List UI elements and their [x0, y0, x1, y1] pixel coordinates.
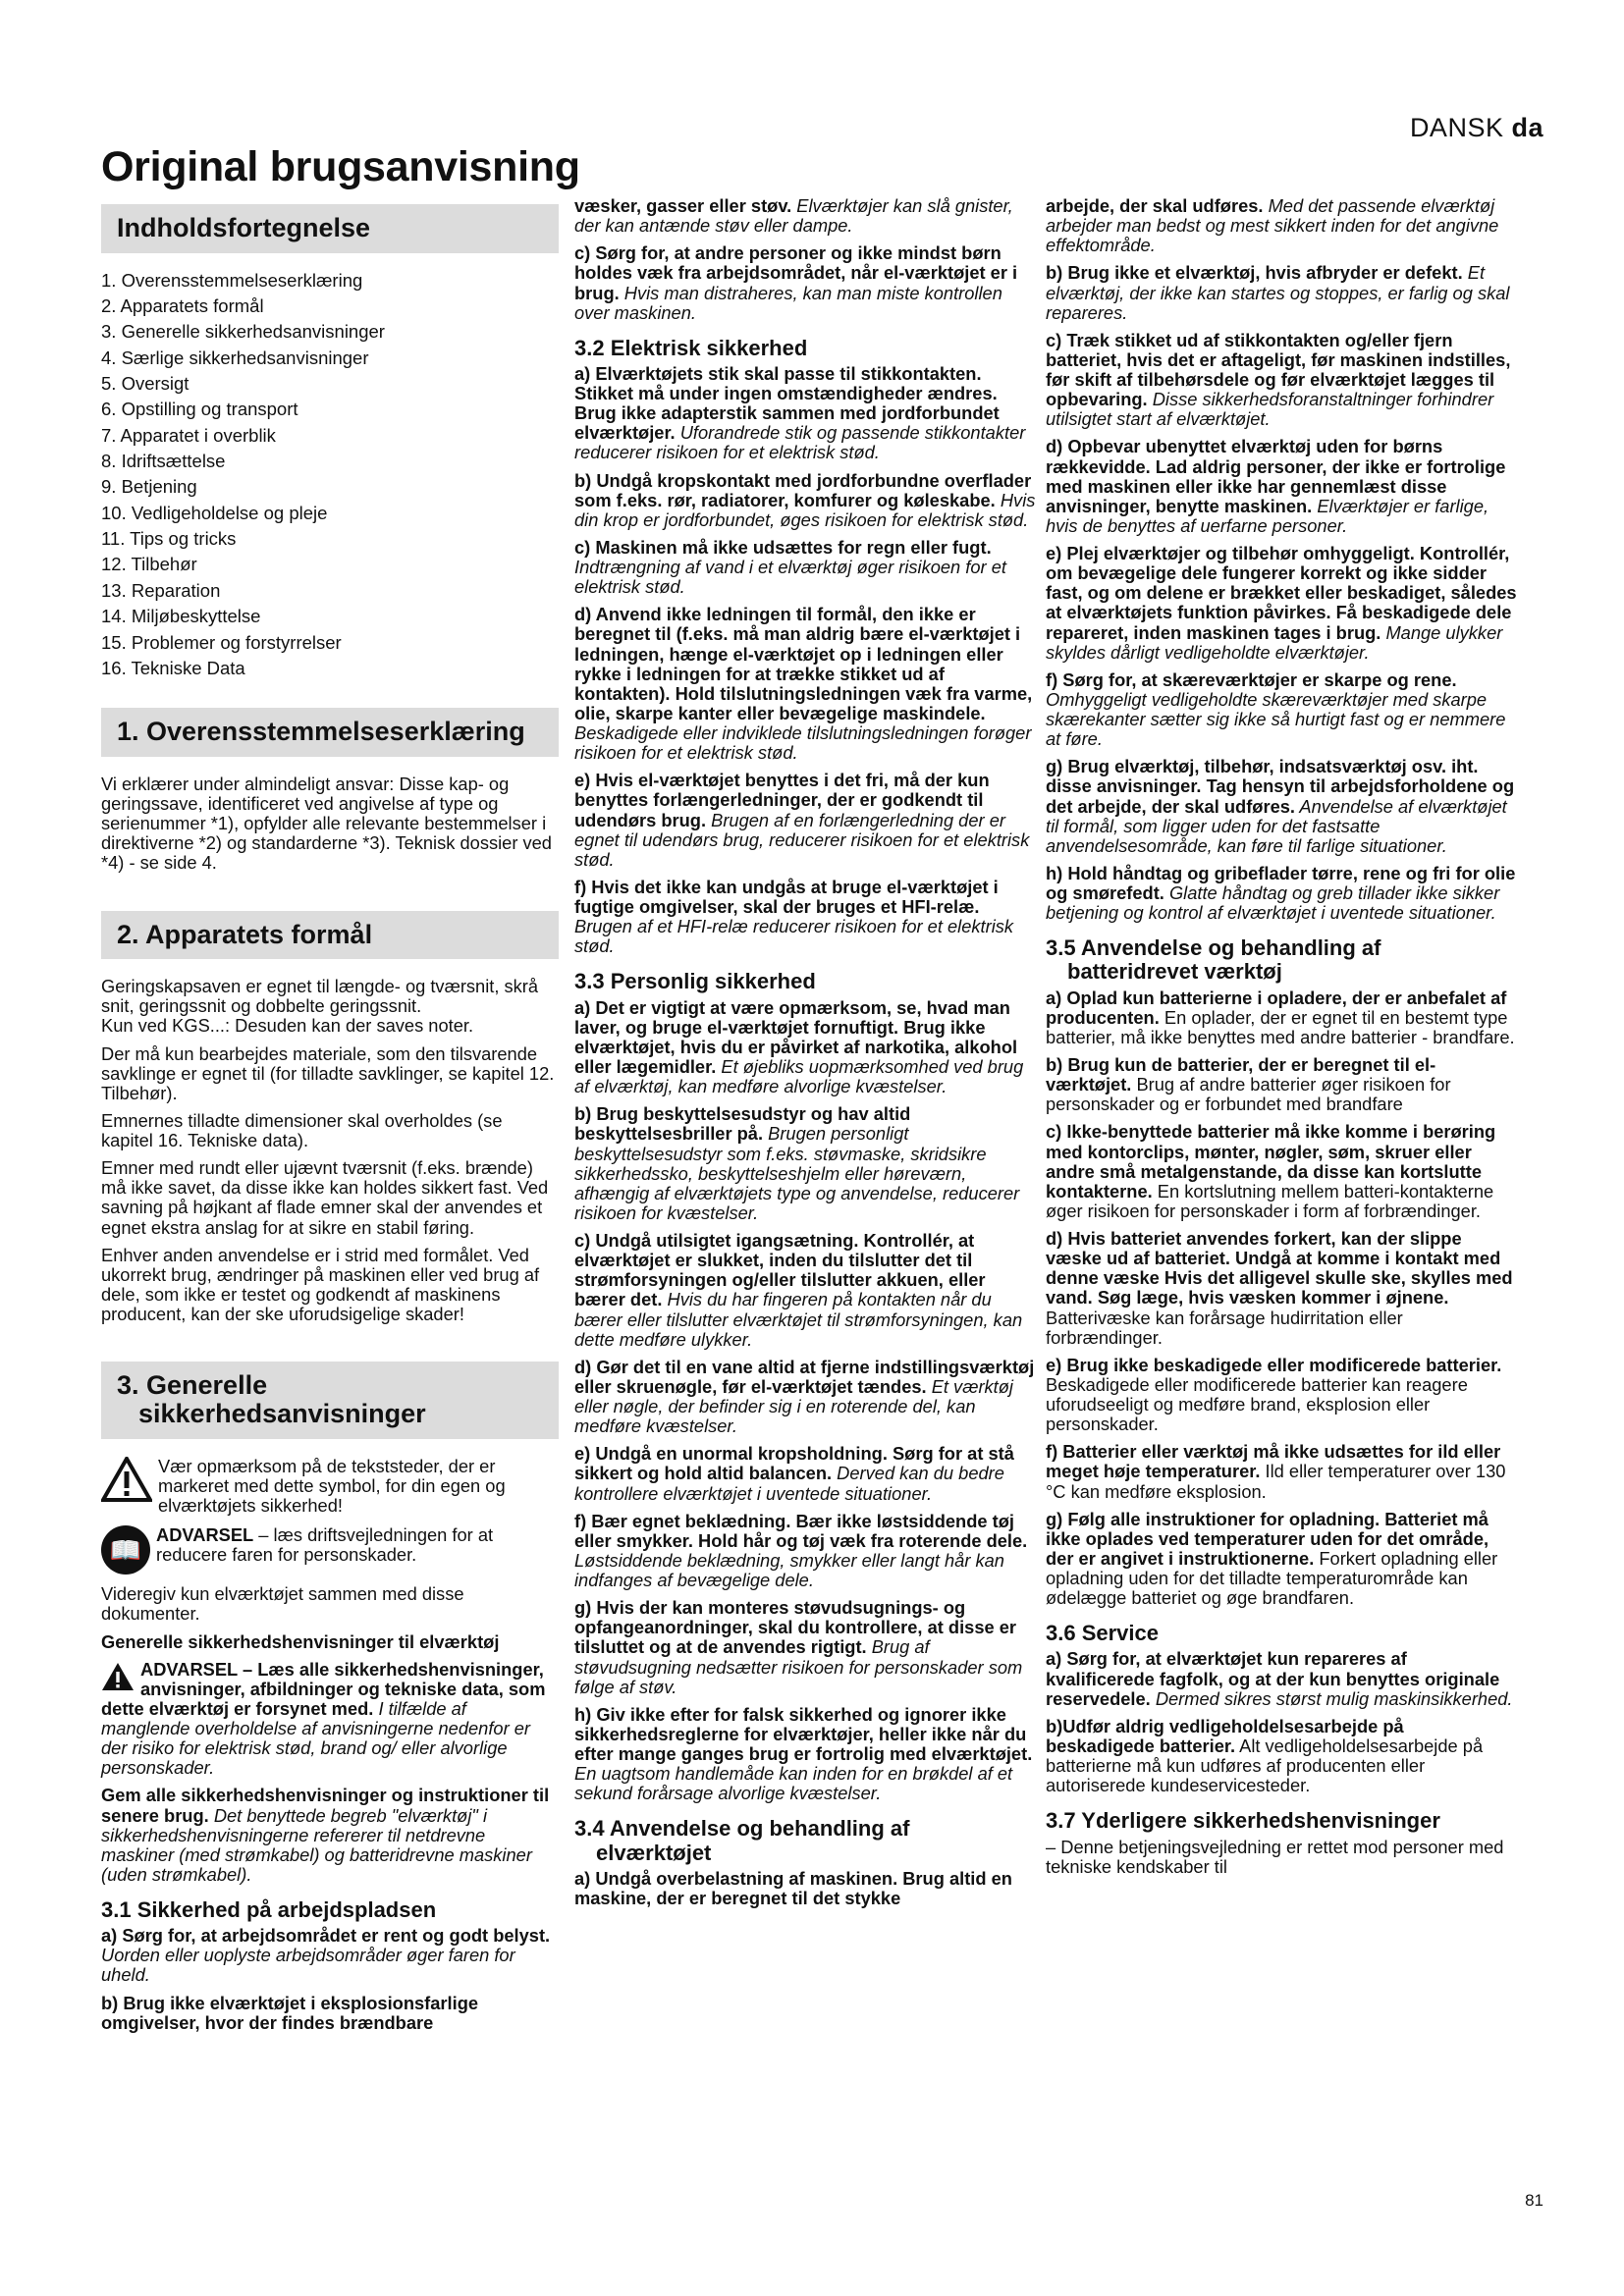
subsection-3-2-heading: 3.2 Elektrisk sikkerhed [574, 335, 808, 360]
toc-item: 16. Tekniske Data [101, 657, 245, 678]
read-manual-icon: 📖 [101, 1525, 150, 1575]
paragraph: b)Udfør aldrig vedligeholdelsesarbejde på beskadigede batterier. Alt vedligeholdelsesarbejde på batterierne må kun udføres af producenten eller autoriserede kundeservicesteder. [1046, 1715, 1484, 1796]
paragraph: d) Gør det til en vane altid at fjerne indstillingsværktøj eller skruenøgle, før el-værktøjet tændes. Et værktøj eller nøgle, der befinder sig i en roterende del, kan medføre kvæstelser. [574, 1356, 1035, 1437]
toc-item: 6. Opstilling og transport [101, 399, 298, 420]
paragraph: e) Plej elværktøjer og tilbehør omhyggeligt. Kontrollér, om bevægelige dele fungerer korrekt og ikke sidder fast, og om delene er brækket eller beskadiget, således at elværktøjets funktion påvirkes. Få beskadigede dele repareret, inden maskinen tages i brug. Mange ulykker skyldes dårligt vedligeholdte elværktøjer. [1046, 543, 1517, 663]
paragraph: h) Giv ikke efter for falsk sikkerhed og ignorer ikke sikkerhedsreglerne for elværktøjer, heller ikke når du efter mange ganges brug er fortrolig med elværktøjet. En uagtsom handlemåde kan inden for en brøkdel af et sekund forårsage alvorlige kvæstelser. [574, 1703, 1033, 1804]
page-number: 81 [1525, 2191, 1543, 2210]
column-3 [1046, 196, 1517, 1885]
paragraph: b) Brug beskyttelsesudstyr og hav altid beskyttelsesbriller på. Brugen personligt beskyttelsesudstyr som f.eks. støvmaske, skridsikre sikkerhedssko, beskyttelseshjelm eller høreværn, afhængig af elværktøjets type og anvendelse, reducerer risikoen for kvæstelser. [574, 1103, 1020, 1223]
paragraph: h) Hold håndtag og gribeflader tørre, rene og fri for olie og smørefedt. Glatte håndtag og greb tillader ikke sikker betjening og kontrol af elværktøjet i uventede situationer. [1046, 862, 1516, 924]
paragraph: f) Hvis det ikke kan undgås at bruge el-værktøjet i fugtige omgivelser, skal der bruges et HFI-relæ. Brugen af et HFI-relæ reducerer risikoen for et elektrisk stød. [574, 876, 1014, 957]
toc-item: 7. Apparatet i overblik [101, 424, 276, 446]
toc-item: 4. Særlige sikkerhedsanvisninger [101, 347, 369, 368]
paragraph: g) Følg alle instruktioner for opladning. Batteriet må ikke oplades ved temperaturer uden for det område, der er angivet i instruktionerne. Forkert opladning eller opladning uden for det tilladte temperaturområde kan ødelægge batteriet og øge brandfaren. [1046, 1508, 1498, 1609]
paragraph: Videregiv kun elværktøjet sammen med disse dokumenter. [101, 1583, 464, 1625]
column-1 [101, 204, 559, 2041]
read-manual-note: 📖 ADVARSEL – læs driftsvejledningen for at reducere faren for personskader. [101, 1525, 559, 1575]
warning-triangle-icon [101, 1662, 135, 1691]
table-of-contents [101, 271, 559, 679]
toc-item: 13. Reparation [101, 579, 221, 601]
subsection-3-6-heading: 3.6 Service [1046, 1621, 1159, 1646]
subsection-3-7-heading: 3.7 Yderligere sikkerhedshenvisninger [1046, 1808, 1440, 1834]
subsection-3-4-heading: 3.4 Anvendelse og behandling af elværktøjet [574, 1816, 910, 1865]
paragraph: Emnernes tilladte dimensioner skal overholdes (se kapitel 16. Tekniske data). [101, 1109, 503, 1151]
paragraph: b) Brug ikke elværktøjet i eksplosionsfarlige omgivelser, hvor der findes brændbare [101, 1992, 479, 2033]
toc-item: 12. Tilbehør [101, 554, 197, 575]
toc-item: 15. Problemer og forstyrrelser [101, 631, 342, 653]
toc-item: 5. Oversigt [101, 373, 189, 395]
paragraph: d) Hvis batteriet anvendes forkert, kan der slippe væske ud af batteriet. Undgå at komme i kontakt med denne væske Hvis det alligevel skulle ske, skylles med vand. Søg læge, hvis væsken kommer i øjnene. Batterivæske kan forårsage hudirritation eller forbrændinger. [1046, 1228, 1513, 1348]
paragraph: a) Sørg for, at arbejdsområdet er rent og godt belyst. Uorden eller uoplyste arbejdsområder øger faren for uheld. [101, 1925, 551, 1986]
paragraph: d) Anvend ikke ledningen til formål, den ikke er beregnet til (f.eks. må man aldrig bære el-værktøjet i ledningen, hænge el-værktøjet op i ledningen eller rykke i ledningen for at trække stikket ud af kontakten). Hold tilslutningsledningen væk fra varme, olie, skarpe kanter eller bevægelige maskindele. Beskadigede eller indviklede tilslutningsledningen forøger risikoen for et elektrisk stød. [574, 604, 1033, 764]
paragraph: e) Brug ikke beskadigede eller modificerede batterier. Beskadigede eller modificerede batterier kan reagere uforudseeligt og medføre brand, eksplosion eller personskader. [1046, 1354, 1502, 1435]
page-title: Original brugsanvisning [101, 143, 580, 190]
toc-item: 14. Miljøbeskyttelse [101, 606, 261, 627]
paragraph: væsker, gasser eller støv. Elværktøjer kan slå gnister, der kan antænde støv eller dampe. [574, 195, 1013, 237]
toc-item: 11. Tips og tricks [101, 528, 237, 550]
toc-item: 8. Idriftsættelse [101, 451, 226, 472]
paragraph: Der må kun bearbejdes materiale, som den tilsvarende savklinge er egnet til (for tilladte savklinger, se kapitel 12. Tilbehør). [101, 1042, 555, 1103]
paragraph: f) Batterier eller værktøj må ikke udsættes for ild eller meget høje temperaturer. Ild eller temperaturer over 130 °C kan medføre eksplosion. [1046, 1441, 1506, 1502]
section-3-heading: 3. Generelle sikkerhedsanvisninger [101, 1362, 559, 1439]
subsection-3-5-heading: 3.5 Anvendelse og behandling af batteridrevet værktøj [1046, 935, 1381, 985]
paragraph: f) Bær egnet beklædning. Bær ikke løstsiddende tøj eller smykker. Hold hår og tøj væk fra roterende dele. Løstsiddende beklædning, smykker eller langt hår kan indfanges af bevægelige dele. [574, 1510, 1028, 1590]
warning-triangle-icon [101, 1457, 152, 1506]
paragraph: e) Undgå en unormal kropsholdning. Sørg for at stå sikkert og hold altid balancen. Derved kan du bedre kontrollere elværktøjet i uventede situationer. [574, 1443, 1014, 1504]
toc-item: 9. Betjening [101, 476, 197, 498]
paragraph: a) Det er vigtigt at være opmærksom, se, hvad man laver, og bruge el-værktøjet fornuftigt. Brug ikke elværktøjet, hvis du er påvirket af narkotika, alkohol eller lægemidler. Et øjebliks uopmærksomhed ved brug af elværktøj, kan medføre alvorlige kvæstelser. [574, 996, 1024, 1097]
paragraph: Emner med rundt eller ujævnt tværsnit (f.eks. brænde) må ikke savet, da disse ikke kan holdes sikkert fast. Ved savning på højkant af flade emner skal der anvendes et egnet ekstra anslag for at sikre en stabil føring. [101, 1157, 549, 1238]
column-2 [574, 196, 1036, 1916]
paragraph: g) Hvis der kan monteres støvudsugnings- og opfangeanordninger, skal du kontrollere, at disse er tilsluttet og at de anvendes rigtigt. Brug af støvudsugning nedsætter risikoen for personskader som følge af støv. [574, 1597, 1023, 1697]
paragraph: b) Brug ikke et elværktøj, hvis afbryder er defekt. Et elværktøj, der ikke kan startes og stoppes, er farlig og skal repareres. [1046, 262, 1510, 323]
subheading: Generelle sikkerhedshenvisninger til elværktøj [101, 1630, 500, 1652]
paragraph: c) Sørg for, at andre personer og ikke mindst børn holdes væk fra arbejdsområdet, når el-værktøjet er i brug. Hvis man distraheres, kan man miste kontrollen over maskinen. [574, 242, 1018, 323]
toc-item: 3. Generelle sikkerhedsanvisninger [101, 321, 385, 343]
paragraph: e) Hvis el-værktøjet benyttes i det fri, må der kun benyttes forlængerledninger, der er godkendt til udendørs brug. Brugen af en forlængerledning der er egnet til udendørs brug, reducerer risikoen for et elektrisk stød. [574, 770, 1030, 870]
warning-paragraph: ADVARSEL – Læs alle sikkerhedshenvisninger, anvisninger, afbildninger og tekniske data, som dette elværktøj er forsynet med. I tilfælde af manglende overholdelse af anvisningerne nedenfor er der risiko for elektrisk stød, brand og/ eller alvorlige personskader. [101, 1658, 546, 1779]
paragraph: c) Ikke-benyttede batterier må ikke komme i berøring med kontorclips, mønter, nøgler, søm, skruer eller andre små metalgenstande, da disse kan kortslutte kontakterne. En kortslutning mellem batteri-kontakterne øger risikoen for personskader i form af forbrændinger. [1046, 1121, 1496, 1221]
paragraph: c) Maskinen må ikke udsættes for regn eller fugt. Indtrængning af vand i et elværktøj øger risikoen for et elektrisk stød. [574, 536, 1006, 598]
paragraph: c) Undgå utilsigtet igangsætning. Kontrollér, at elværktøjet er slukket, inden du tilslutter det til strømforsyningen og/eller tilslutter akkuen, eller bærer det. Hvis du har fingeren på kontakten når du bærer eller tilslutter elværktøjet til strømforsyningen, kan dette medføre ulykker. [574, 1230, 1023, 1350]
toc-heading: Indholdsfortegnelse [101, 204, 559, 253]
language-label: DANSK da [1409, 113, 1543, 142]
subsection-3-3-heading: 3.3 Personlig sikkerhed [574, 969, 816, 994]
warning-note: Vær opmærksom på de tekststeder, der er markeret med dette symbol, for din egen og elværktøjets sikkerhed! [101, 1457, 559, 1516]
paragraph: b) Undgå kropskontakt med jordforbundne overflader som f.eks. rør, radiatorer, komfurer og køleskabe. Hvis din krop er jordforbundet, øges risikoen for elektrisk stød. [574, 469, 1036, 530]
paragraph: arbejde, der skal udføres. Med det passende elværktøj arbejder man bedst og mest sikkert inden for det angivne effektområde. [1046, 195, 1499, 256]
paragraph: b) Brug kun de batterier, der er beregnet til el-værktøjet. Brug af andre batterier øger risikoen for personskader og er forbundet med brandfare [1046, 1054, 1451, 1115]
paragraph: f) Sørg for, at skæreværktøjer er skarpe og rene. Omhyggeligt vedligeholdte skæreværktøjer med skarpe skærekanter sætter sig ikke så hurtigt fast og er nemmere at føre. [1046, 668, 1506, 750]
paragraph: Enhver anden anvendelse er i strid med formålet. Ved ukorrekt brug, ændringer på maskinen eller ved brug af dele, som ikke er testet og godkendt af maskinens producent, kan der ske uforudsigelige skader! [101, 1244, 540, 1325]
paragraph: g) Brug elværktøj, tilbehør, indsatsværktøj osv. iht. disse anvisninger. Tag hensyn til arbejdsforholdene og det arbejde, der skal udføres. Anvendelse af elværktøjet til formål, som ligger uden for det fastsatte anvendelsesområde, kan føre til farlige situationer. [1046, 756, 1515, 856]
paragraph: a) Oplad kun batterierne i opladere, der er anbefalet af producenten. En oplader, der er egnet til en bestemt type batterier, må ikke benyttes med andre batterier - brandfare. [1046, 987, 1515, 1047]
paragraph: – Denne betjeningsvejledning er rettet mod personer med tekniske kendskaber til [1046, 1836, 1504, 1877]
subsection-3-1-heading: 3.1 Sikkerhed på arbejdspladsen [101, 1897, 437, 1922]
toc-item: 10. Vedligeholdelse og pleje [101, 502, 328, 523]
paragraph: d) Opbevar ubenyttet elværktøj uden for børns rækkevidde. Lad aldrig personer, der ikke er fortrolige med maskinen eller ikke har gennemlæst disse anvisninger, benytte maskinen. Elværktøjer er farlige, hvis de benyttes af uerfarne personer. [1046, 436, 1506, 536]
toc-item: 2. Apparatets formål [101, 295, 264, 317]
paragraph: Geringskapsaven er egnet til længde- og tværsnit, skrå snit, geringssnit og dobbelte geringssnit. Kun ved KGS...: Desuden kan der saves noter. [101, 976, 539, 1037]
section-1-heading: 1. Overensstemmelseserklæring [101, 708, 559, 757]
paragraph: a) Sørg for, at elværktøjet kun repareres af kvalificerede fagfolk, og at der kun benyttes originale reservedele. Dermed sikres størst mulig maskinsikkerhed. [1046, 1648, 1513, 1709]
paragraph: Gem alle sikkerhedshenvisninger og instruktioner til senere brug. Det benyttede begreb "elværktøj" i sikkerhedshenvisningerne refererer til netdrevne maskiner (med strømkabel) og batteridrevne maskiner (uden strømkabel). [101, 1785, 550, 1885]
section-1-text: Vi erklærer under almindeligt ansvar: Disse kap- og geringssave, identificeret ved angivelse af type og serienummer *1), opfylder alle relevante bestemmelser i direktiverne *2) og standarderne *3). Teknisk dossier ved *4) - se side 4. [101, 773, 552, 874]
paragraph: c) Træk stikket ud af stikkontakten og/eller fjern batteriet, hvis det er aftageligt, før maskinen indstilles, før skift af tilbehørsdele og før elværktøjet lægges til opbevaring. Disse sikkerhedsforanstaltninger forhindrer utilsigtet start af elværktøjet. [1046, 329, 1511, 430]
paragraph: a) Undgå overbelastning af maskinen. Brug altid en maskine, der er beregnet til det stykke [574, 1867, 1012, 1908]
toc-item: 1. Overensstemmelseserklæring [101, 269, 363, 291]
paragraph: a) Elværktøjets stik skal passe til stikkontakten. Stikket må under ingen omstændigheder ændres. Brug ikke adapterstik sammen med jordforbundet elværktøjer. Uforandrede stik og passende stikkontakter reducerer risikoen for et elektrisk stød. [574, 362, 1026, 463]
section-2-heading: 2. Apparatets formål [101, 911, 559, 960]
